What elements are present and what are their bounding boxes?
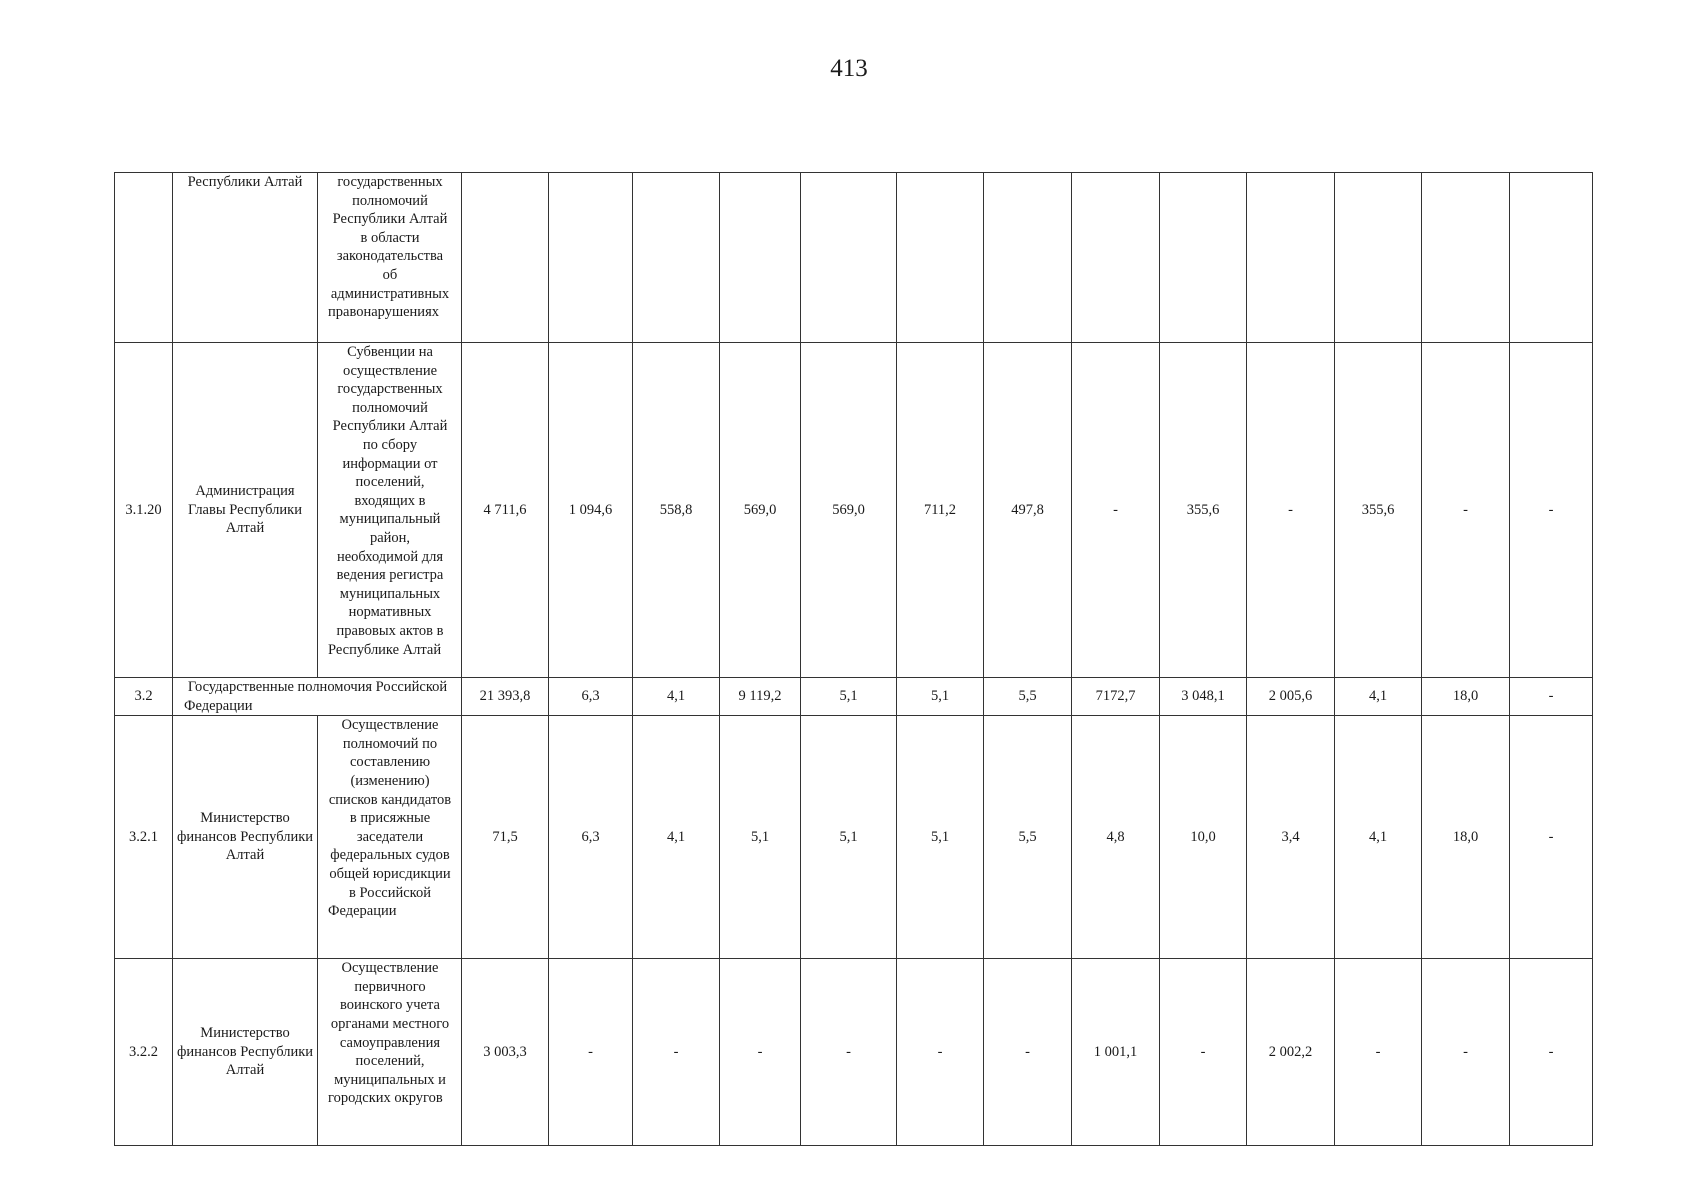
value-cell: 1 001,1 — [1072, 959, 1160, 1146]
value-cell: 4,1 — [1335, 678, 1422, 716]
row-number: 3.2.1 — [115, 716, 173, 959]
value-cell — [462, 173, 549, 343]
value-cell: 10,0 — [1160, 716, 1247, 959]
value-cell — [633, 173, 720, 343]
value-cell — [1335, 173, 1422, 343]
table-row — [115, 343, 1593, 678]
value-cell: 5,1 — [897, 716, 984, 959]
value-cell: 4 711,6 — [462, 343, 549, 678]
value-cell: 5,1 — [897, 678, 984, 716]
value-cell: 18,0 — [1422, 678, 1510, 716]
value-cell — [801, 173, 897, 343]
organization-cell: Администрация Главы Республики Алтай — [173, 343, 318, 678]
value-cell: 497,8 — [984, 343, 1072, 678]
value-cell — [549, 173, 633, 343]
organization-cell: Республики Алтай — [173, 173, 318, 343]
value-cell: 5,5 — [984, 716, 1072, 959]
row-number — [115, 173, 173, 343]
description-cell: государственных полномочий Республики Алтай в области законодательства об административных правонарушениях — [318, 173, 462, 343]
row-number: 3.1.20 — [115, 343, 173, 678]
value-cell — [1247, 173, 1335, 343]
value-cell: 18,0 — [1422, 716, 1510, 959]
value-cell: 7172,7 — [1072, 678, 1160, 716]
value-cell: 4,1 — [633, 716, 720, 959]
value-cell: 9 119,2 — [720, 678, 801, 716]
value-cell: 711,2 — [897, 343, 984, 678]
value-cell: 4,1 — [1335, 716, 1422, 959]
value-cell: 5,1 — [720, 716, 801, 959]
value-cell — [720, 173, 801, 343]
value-cell — [897, 173, 984, 343]
value-cell — [1422, 173, 1510, 343]
description-cell: Осуществление полномочий по составлению (изменению) списков кандидатов в присяжные заседатели федеральных судов общей юрисдикции в Российской Федерации — [318, 716, 462, 959]
page-number: 413 — [830, 55, 868, 82]
description-cell: Осуществление первичного воинского учета органами местного самоуправления поселений, муниципальных и городских округов — [318, 959, 462, 1146]
value-cell: - — [1510, 959, 1593, 1146]
value-cell — [984, 173, 1072, 343]
budget-table — [114, 172, 1593, 1146]
value-cell — [1160, 173, 1247, 343]
value-cell: - — [1510, 678, 1593, 716]
value-cell: 5,5 — [984, 678, 1072, 716]
value-cell: 6,3 — [549, 716, 633, 959]
section-title: Государственные полномочия Российской Федерации — [173, 678, 462, 716]
value-cell: 21 393,8 — [462, 678, 549, 716]
value-cell: - — [1510, 343, 1593, 678]
value-cell: 569,0 — [720, 343, 801, 678]
row-number: 3.2 — [115, 678, 173, 716]
value-cell: 2 002,2 — [1247, 959, 1335, 1146]
value-cell: 3 003,3 — [462, 959, 549, 1146]
table-row — [115, 959, 1593, 1146]
value-cell: 5,1 — [801, 678, 897, 716]
value-cell: 3 048,1 — [1160, 678, 1247, 716]
value-cell: - — [984, 959, 1072, 1146]
value-cell: - — [1510, 716, 1593, 959]
organization-cell: Министерство финансов Республики Алтай — [173, 716, 318, 959]
value-cell: 3,4 — [1247, 716, 1335, 959]
value-cell: 4,8 — [1072, 716, 1160, 959]
value-cell: - — [720, 959, 801, 1146]
value-cell: - — [1422, 959, 1510, 1146]
table-row — [115, 173, 1593, 343]
value-cell: 4,1 — [633, 678, 720, 716]
value-cell: - — [1422, 343, 1510, 678]
value-cell: - — [1160, 959, 1247, 1146]
value-cell: - — [801, 959, 897, 1146]
value-cell: - — [1335, 959, 1422, 1146]
section-row — [115, 678, 1593, 716]
value-cell: 1 094,6 — [549, 343, 633, 678]
row-number: 3.2.2 — [115, 959, 173, 1146]
value-cell: - — [897, 959, 984, 1146]
value-cell: 355,6 — [1160, 343, 1247, 678]
value-cell: - — [549, 959, 633, 1146]
value-cell: - — [633, 959, 720, 1146]
value-cell: - — [1247, 343, 1335, 678]
description-cell: Субвенции на осуществление государственных полномочий Республики Алтай по сбору информации от поселений, входящих в муниципальный район, необходимой для ведения регистра муниципальных нормативных правовых актов в Республике Алтай — [318, 343, 462, 678]
value-cell — [1510, 173, 1593, 343]
value-cell: 569,0 — [801, 343, 897, 678]
value-cell: 6,3 — [549, 678, 633, 716]
value-cell: - — [1072, 343, 1160, 678]
value-cell: 5,1 — [801, 716, 897, 959]
value-cell: 558,8 — [633, 343, 720, 678]
value-cell: 355,6 — [1335, 343, 1422, 678]
table-row — [115, 716, 1593, 959]
organization-cell: Министерство финансов Республики Алтай — [173, 959, 318, 1146]
value-cell — [1072, 173, 1160, 343]
value-cell: 71,5 — [462, 716, 549, 959]
value-cell: 2 005,6 — [1247, 678, 1335, 716]
